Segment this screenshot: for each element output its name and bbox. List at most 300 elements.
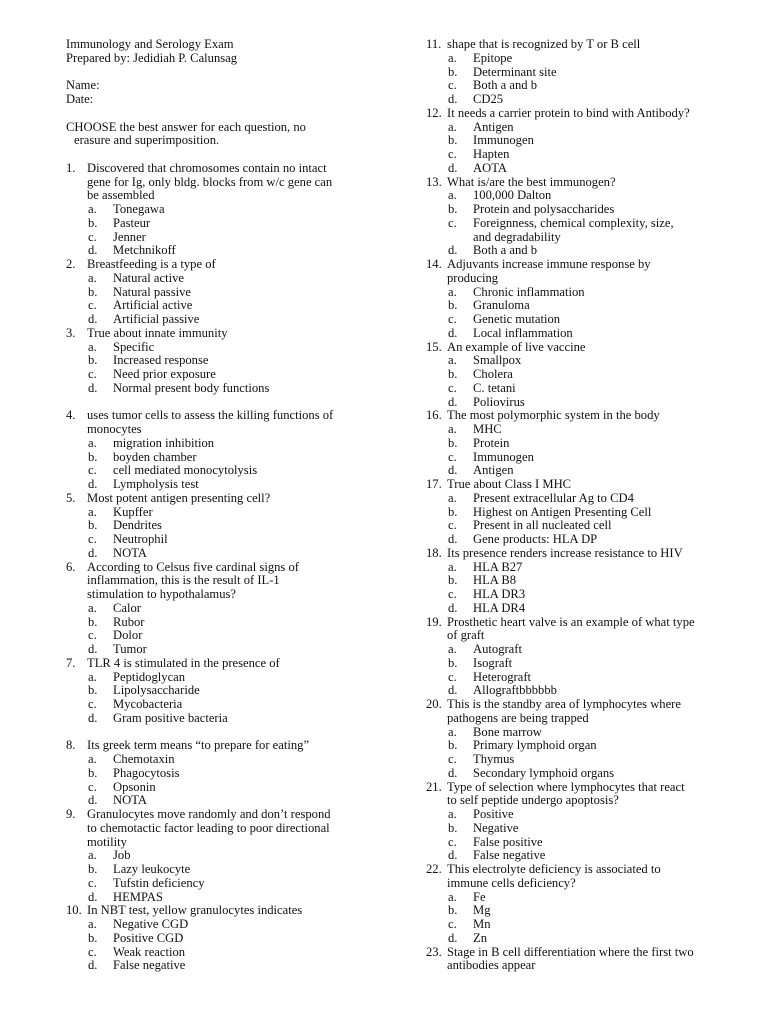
question-text-line: Breastfeeding is a type of [87, 257, 216, 271]
answer-option [426, 891, 736, 905]
option-text-line: Positive [473, 807, 514, 821]
answer-option [426, 382, 736, 396]
option-letter: b. [448, 820, 458, 835]
question-number: 5. [66, 490, 76, 505]
option-letter: a. [448, 642, 457, 656]
option-text [473, 203, 736, 217]
option-text [473, 121, 736, 135]
question-text-line: Stage in B cell differentiation where the first two [447, 944, 694, 959]
option-text [113, 244, 396, 258]
question-text-line: to chemotactic factor leading to poor directional [87, 820, 330, 835]
question-text [447, 38, 736, 52]
option-letter: d. [448, 243, 458, 258]
option-letter: a. [88, 752, 97, 766]
option-text [473, 286, 736, 300]
answer-option [66, 478, 396, 492]
option-text [473, 519, 736, 533]
option-letter: c. [448, 518, 457, 533]
question-text-line: Adjuvants increase immune response by [447, 257, 651, 271]
option-text-line: Negative [473, 820, 519, 835]
question-text-line: to self peptide undergo apoptosis? [447, 793, 619, 808]
option-text-line: Secondary lymphoid organs [473, 765, 615, 780]
option-letter: a. [448, 490, 457, 505]
option-text-line: Specific [113, 339, 155, 354]
option-letter: a. [88, 202, 97, 216]
option-text-line: Both a and b [473, 78, 538, 93]
option-text-line: Protein and polysaccharides [473, 202, 615, 216]
option-text [113, 959, 396, 973]
option-text [113, 863, 396, 877]
option-text-line: C. tetani [473, 380, 516, 395]
answer-option [426, 134, 736, 148]
option-text [473, 767, 736, 781]
option-text-line: Poliovirus [473, 394, 525, 409]
answer-option [426, 519, 736, 533]
option-text-line: Isograft [473, 655, 513, 670]
option-letter: a. [448, 119, 457, 134]
option-letter: b. [448, 655, 458, 670]
option-text [113, 753, 396, 767]
answer-option [66, 244, 396, 258]
question-text-line: monocytes [87, 422, 142, 436]
option-text [473, 299, 736, 313]
option-letter: a. [448, 724, 457, 739]
question-text [87, 258, 396, 272]
answer-option [426, 492, 736, 506]
answer-option [426, 464, 736, 478]
option-letter: c. [88, 875, 97, 890]
option-text [113, 616, 396, 630]
option-letter: a. [448, 188, 457, 203]
question-text [447, 698, 736, 726]
question-item [426, 341, 736, 355]
option-letter: d. [88, 243, 98, 258]
option-text [473, 739, 736, 753]
answer-option [66, 946, 396, 960]
option-letter: b. [88, 930, 98, 945]
answer-option [66, 616, 396, 630]
option-letter: c. [88, 944, 97, 959]
option-letter: d. [448, 848, 458, 863]
date-label: Date: [66, 92, 94, 106]
option-text-line: Need prior exposure [113, 367, 216, 381]
option-text-line: MHC [473, 422, 502, 436]
option-text [473, 396, 736, 410]
question-text-line: antibodies appear [447, 958, 536, 973]
option-letter: b. [448, 903, 458, 918]
answer-option [426, 79, 736, 93]
option-text [473, 244, 736, 258]
question-text [447, 341, 736, 355]
answer-option [66, 794, 396, 808]
option-text [113, 849, 396, 863]
option-text [113, 506, 396, 520]
option-text-line: Lympholysis test [113, 477, 199, 491]
option-text [473, 148, 736, 162]
answer-option [426, 313, 736, 327]
option-text [473, 671, 736, 685]
answer-option [66, 629, 396, 643]
option-text-line: cell mediated monocytolysis [113, 463, 258, 478]
question-item [426, 946, 736, 974]
option-text [113, 698, 396, 712]
answer-option [426, 918, 736, 932]
question-text-line: TLR 4 is stimulated in the presence of [87, 655, 280, 670]
option-text [473, 726, 736, 740]
option-letter: a. [88, 600, 97, 615]
option-letter: c. [448, 834, 457, 849]
option-text-line: False negative [113, 958, 186, 973]
question-item [426, 409, 736, 423]
option-text-line: HLA DR3 [473, 587, 526, 601]
option-text [113, 684, 396, 698]
option-letter: c. [448, 215, 457, 230]
option-letter: d. [88, 958, 98, 973]
option-text-line: Cholera [473, 367, 513, 381]
option-letter: b. [88, 353, 98, 368]
option-letter: a. [88, 339, 97, 354]
answer-option [66, 753, 396, 767]
answer-option [426, 66, 736, 80]
question-number: 6. [66, 559, 76, 574]
question-text-line: pathogens are being trapped [447, 710, 589, 725]
option-text [473, 836, 736, 850]
option-text-line: Neutrophil [113, 532, 168, 546]
question-item [66, 739, 396, 753]
option-text [113, 437, 396, 451]
answer-option [66, 217, 396, 231]
question-text [87, 808, 396, 849]
question-number: 3. [66, 325, 76, 340]
question-number: 12. [426, 105, 442, 120]
answer-option [66, 313, 396, 327]
answer-option [426, 767, 736, 781]
option-text [473, 217, 736, 245]
question-item [66, 561, 396, 602]
option-text-line: Tumor [113, 642, 147, 656]
option-text [113, 932, 396, 946]
question-text [87, 904, 396, 918]
answer-option [66, 231, 396, 245]
option-letter: d. [88, 889, 98, 904]
option-letter: b. [448, 298, 458, 313]
option-text-line: boyden chamber [113, 449, 197, 464]
answer-option [66, 286, 396, 300]
option-text-line: Artificial passive [113, 312, 200, 326]
answer-option [66, 698, 396, 712]
option-text [113, 464, 396, 478]
option-letter: c. [448, 78, 457, 93]
answer-option [426, 423, 736, 437]
question-text [87, 492, 396, 506]
option-letter: b. [88, 614, 98, 629]
option-text-line: Allograftbbbbbb [473, 683, 557, 698]
option-text [113, 877, 396, 891]
question-item [66, 327, 396, 341]
option-letter: b. [448, 133, 458, 148]
question-text-line: of graft [447, 628, 485, 643]
option-text [113, 643, 396, 657]
answer-option [426, 533, 736, 547]
option-letter: d. [88, 793, 98, 808]
option-text [473, 134, 736, 148]
option-text-line: Jenner [113, 229, 146, 244]
answer-option [426, 602, 736, 616]
option-text-line: Mn [473, 917, 491, 931]
answer-option [66, 781, 396, 795]
answer-option [426, 726, 736, 740]
answer-option [66, 354, 396, 368]
question-item [426, 478, 736, 492]
exam-title: Immunology and Serology Exam [66, 37, 234, 51]
option-text-line: Mycobacteria [113, 697, 183, 711]
question-number: 16. [426, 408, 442, 423]
question-number: 18. [426, 545, 442, 560]
option-text-line: Antigen [473, 463, 514, 478]
answer-option [426, 506, 736, 520]
option-text [473, 52, 736, 66]
option-text [473, 753, 736, 767]
instructions-line-2: erasure and superimposition. [74, 133, 220, 148]
option-text-line: Determinant site [473, 64, 557, 79]
option-text-line: Chemotaxin [113, 752, 175, 766]
option-letter: b. [448, 573, 458, 588]
question-text [87, 561, 396, 602]
question-text-line: gene for Ig, only bldg. blocks from w/c gene can [87, 174, 333, 189]
spacer [66, 726, 396, 740]
option-text-line: Granuloma [473, 298, 530, 313]
answer-option [426, 574, 736, 588]
answer-option [426, 396, 736, 410]
option-text-line: Thymus [473, 752, 515, 766]
question-number: 21. [426, 779, 442, 794]
question-text-line: It needs a carrier protein to bind with Antibody? [447, 105, 690, 120]
option-text-line: Antigen [473, 119, 514, 134]
question-text [87, 327, 396, 341]
question-item [426, 107, 736, 121]
option-text-line: Fe [473, 889, 486, 904]
option-letter: b. [88, 215, 98, 230]
question-text [447, 176, 736, 190]
answer-option [426, 203, 736, 217]
option-text-line: Weak reaction [113, 944, 186, 959]
answer-option [66, 533, 396, 547]
option-letter: b. [88, 765, 98, 780]
option-text-line: Present in all nucleated cell [473, 518, 612, 533]
question-text-line: producing [447, 270, 499, 285]
option-letter: c. [448, 449, 457, 464]
option-letter: d. [88, 477, 98, 491]
question-number: 22. [426, 862, 442, 876]
answer-option [66, 382, 396, 396]
option-letter: c. [88, 628, 97, 643]
option-text-line: Local inflammation [473, 325, 573, 340]
option-text [113, 519, 396, 533]
spacer [66, 107, 396, 121]
answer-option [66, 519, 396, 533]
question-text-line: Discovered that chromosomes contain no intact [87, 160, 327, 175]
answer-option [66, 849, 396, 863]
answer-option [426, 148, 736, 162]
option-text-line: Opsonin [113, 779, 156, 794]
answer-option [426, 588, 736, 602]
question-text-line: According to Celsus five cardinal signs of [87, 559, 299, 574]
answer-option [426, 684, 736, 698]
option-text [113, 533, 396, 547]
option-letter: a. [448, 807, 457, 821]
option-text-line: Metchnikoff [113, 243, 176, 258]
option-text [473, 684, 736, 698]
answer-option [66, 272, 396, 286]
answer-option [66, 643, 396, 657]
question-item [66, 808, 396, 849]
answer-option [426, 189, 736, 203]
question-text [87, 162, 396, 203]
option-text-line: HEMPAS [113, 889, 163, 904]
answer-option [426, 849, 736, 863]
answer-option [66, 203, 396, 217]
answer-option [66, 368, 396, 382]
question-text [447, 258, 736, 286]
option-letter: a. [448, 353, 457, 368]
answer-option [66, 341, 396, 355]
question-text [447, 547, 736, 561]
option-letter: c. [88, 532, 97, 546]
option-text [473, 162, 736, 176]
option-letter: d. [88, 312, 98, 326]
option-text-line: Dendrites [113, 518, 162, 533]
option-letter: b. [88, 284, 98, 299]
answer-option [426, 643, 736, 657]
option-text-line: Immunogen [473, 133, 534, 148]
option-letter: d. [448, 325, 458, 340]
question-text-line: What is/are the best immunogen? [447, 174, 616, 189]
option-text-line: False negative [473, 848, 546, 863]
question-item [426, 547, 736, 561]
option-text [473, 891, 736, 905]
option-text [473, 574, 736, 588]
question-text-line: stimulation to hypothalamus? [87, 587, 237, 601]
option-text-line: Foreignness, chemical complexity, size, [473, 215, 674, 230]
option-text-line: Chronic inflammation [473, 284, 585, 299]
option-text-line: Highest on Antigen Presenting Cell [473, 504, 652, 519]
option-text-line: Increased response [113, 353, 209, 368]
answer-option [426, 437, 736, 451]
option-letter: c. [88, 779, 97, 794]
question-item [426, 616, 736, 644]
option-text-line: Normal present body functions [113, 380, 270, 395]
answer-option [66, 437, 396, 451]
question-list-right [426, 38, 736, 973]
option-text-line: Peptidoglycan [113, 669, 186, 684]
option-text [473, 423, 736, 437]
answer-option [66, 451, 396, 465]
question-item [426, 258, 736, 286]
option-text [113, 547, 396, 561]
option-letter: c. [448, 752, 457, 766]
option-letter: b. [448, 202, 458, 216]
question-text [447, 409, 736, 423]
option-letter: a. [448, 559, 457, 574]
question-text-line: be assembled [87, 188, 155, 203]
question-number: 4. [66, 408, 76, 423]
option-text [113, 299, 396, 313]
option-letter: a. [88, 917, 97, 931]
option-text-line: Pasteur [113, 215, 151, 230]
option-text [113, 712, 396, 726]
option-letter: a. [88, 435, 97, 450]
option-letter: b. [448, 64, 458, 79]
question-text [447, 107, 736, 121]
option-letter: c. [448, 587, 457, 601]
question-number: 11. [426, 37, 442, 51]
option-letter: d. [448, 463, 458, 478]
right-column [426, 38, 736, 973]
answer-option [66, 712, 396, 726]
prepared-by: Prepared by: Jedidiah P. Calunsag [66, 50, 238, 65]
option-letter: d. [448, 160, 458, 175]
answer-option [426, 836, 736, 850]
option-text-line: Rubor [113, 614, 145, 629]
answer-option [426, 299, 736, 313]
answer-option [66, 918, 396, 932]
option-text-line: migration inhibition [113, 435, 215, 450]
answer-option [66, 767, 396, 781]
answer-option [66, 863, 396, 877]
option-text [113, 781, 396, 795]
question-text-line: Prosthetic heart valve is an example of what type [447, 614, 695, 629]
question-text-line: inflammation, this is the result of IL-1 [87, 573, 280, 588]
question-text-line: immune cells deficiency? [447, 875, 576, 890]
option-text [113, 354, 396, 368]
option-text-line: Artificial active [113, 298, 193, 313]
option-text-line: Job [113, 848, 131, 863]
option-text [113, 313, 396, 327]
option-text-line: Epitope [473, 50, 513, 65]
option-text-line: 100,000 Dalton [473, 188, 552, 203]
option-text-line: Autograft [473, 642, 522, 656]
option-text [113, 286, 396, 300]
option-text-line: Phagocytosis [113, 765, 180, 780]
option-letter: c. [88, 298, 97, 313]
option-text-line: Lazy leukocyte [113, 862, 191, 876]
answer-option [426, 671, 736, 685]
question-item [426, 176, 736, 190]
option-text [473, 368, 736, 382]
left-column [66, 38, 396, 973]
answer-option [426, 217, 736, 245]
answer-option [66, 891, 396, 905]
option-text [113, 602, 396, 616]
question-text [447, 478, 736, 492]
option-text [113, 451, 396, 465]
option-letter: b. [448, 738, 458, 753]
option-letter: d. [88, 710, 98, 725]
question-text [447, 946, 736, 974]
option-text [473, 602, 736, 616]
instructions-line-1: CHOOSE the best answer for each question, no [66, 119, 306, 134]
question-text-line: shape that is recognized by T or B cell [447, 37, 641, 51]
answer-option [66, 602, 396, 616]
option-text-line: Positive CGD [113, 930, 184, 945]
option-letter: a. [448, 284, 457, 299]
answer-option [426, 451, 736, 465]
option-text-line: Kupffer [113, 504, 153, 519]
answer-option [66, 684, 396, 698]
option-text [113, 918, 396, 932]
option-text [473, 189, 736, 203]
answer-option [426, 52, 736, 66]
